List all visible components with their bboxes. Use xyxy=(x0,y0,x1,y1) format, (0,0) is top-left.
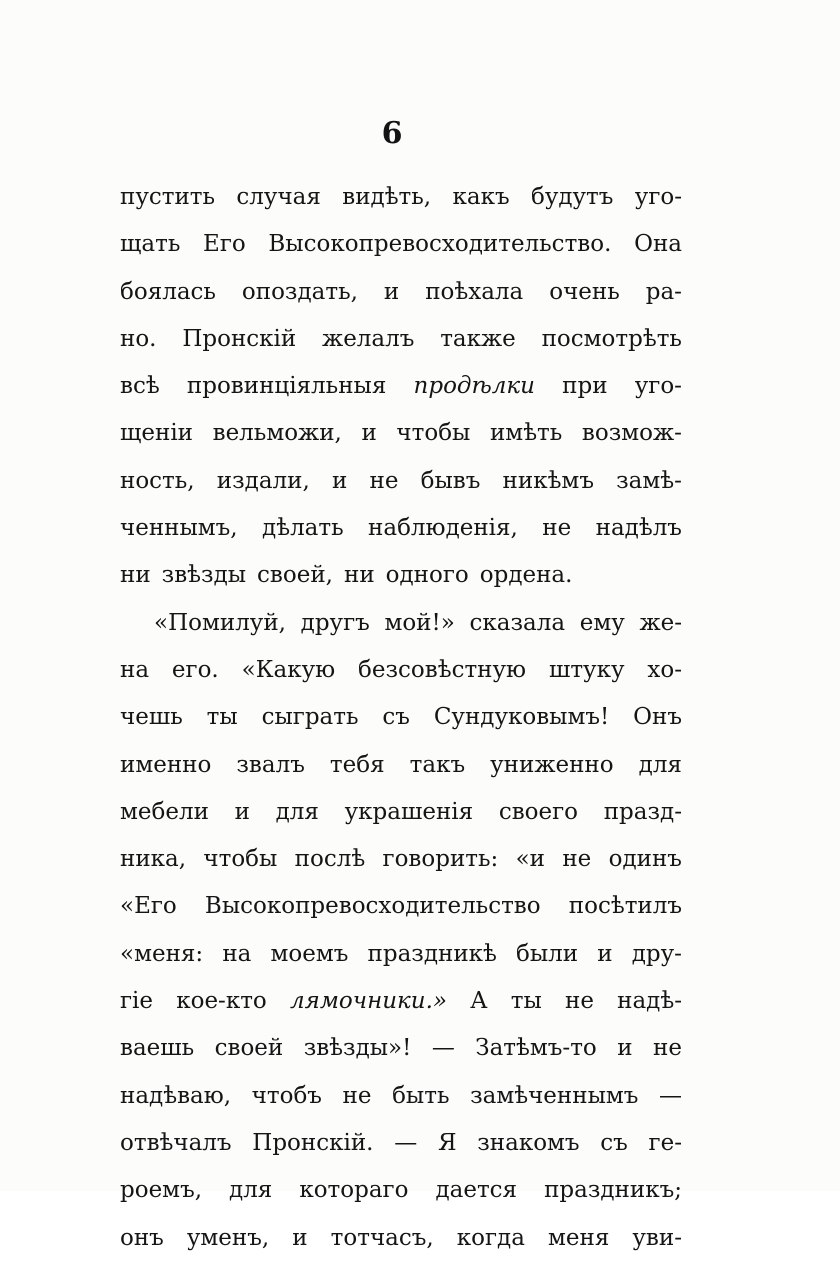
word: украшенія xyxy=(344,798,474,825)
word: и xyxy=(234,798,250,825)
word: не xyxy=(653,1035,682,1062)
word: будутъ xyxy=(530,184,614,210)
word: — xyxy=(394,1129,418,1156)
word: чтобъ xyxy=(251,1082,322,1109)
word: посѣтилъ xyxy=(568,893,682,920)
word: съ xyxy=(600,1129,628,1156)
word: звѣзды xyxy=(161,562,247,589)
word: замѣ- xyxy=(616,467,682,494)
word: именно xyxy=(120,751,212,778)
word: уго- xyxy=(634,373,682,400)
word: ты xyxy=(206,704,238,731)
word: дѣлать xyxy=(262,515,344,542)
word: «Какую xyxy=(241,656,336,683)
word: роемъ, xyxy=(120,1177,203,1204)
word: его. xyxy=(171,656,219,683)
word: послѣ xyxy=(294,846,366,873)
word: не xyxy=(342,1082,372,1109)
word: очень xyxy=(549,278,620,305)
text-line xyxy=(120,1215,682,1262)
word: «меня: xyxy=(120,940,204,967)
word: своей xyxy=(214,1035,284,1062)
word: мебели xyxy=(120,798,209,825)
word: ге- xyxy=(648,1129,682,1156)
word: продѣлки xyxy=(413,373,535,400)
word: одного xyxy=(385,562,469,589)
text-line xyxy=(120,1120,682,1167)
word: котораго xyxy=(299,1177,409,1204)
word: щать xyxy=(120,231,181,258)
word: были xyxy=(516,940,579,967)
word: ника, xyxy=(120,846,187,873)
text-line xyxy=(120,694,682,741)
word: никѣмъ xyxy=(502,467,594,494)
word: Сундуковымъ! xyxy=(433,704,610,731)
word: празд- xyxy=(603,798,682,825)
word: и xyxy=(331,467,348,494)
body-text xyxy=(120,174,682,1262)
text-line xyxy=(120,1073,682,1120)
text-line xyxy=(120,221,682,268)
word: щеніи xyxy=(120,420,194,447)
word: бывъ xyxy=(420,467,481,494)
word: чтобы xyxy=(203,846,278,873)
word: поѣхала xyxy=(425,278,524,305)
word: Пронскій. xyxy=(252,1129,374,1156)
word: чтобы xyxy=(396,420,471,447)
word: для xyxy=(638,751,682,778)
word: дру- xyxy=(631,940,682,967)
word: мой!» xyxy=(384,609,455,636)
text-line xyxy=(120,931,682,978)
text-line xyxy=(120,505,682,552)
word: А xyxy=(470,988,488,1015)
word: также xyxy=(440,325,516,352)
word: знакомъ xyxy=(477,1129,580,1156)
word: на xyxy=(120,656,150,683)
word: своей, xyxy=(257,562,333,589)
word: ему xyxy=(579,609,625,636)
word: желалъ xyxy=(322,325,415,352)
word: звѣзды»! xyxy=(303,1035,412,1062)
word: всѣ xyxy=(120,373,160,400)
word: гіе xyxy=(120,988,154,1015)
word: когда xyxy=(456,1224,525,1251)
word: Высокопревосходительство. xyxy=(268,231,612,258)
word: посмотрѣть xyxy=(541,325,682,352)
word: Онъ xyxy=(633,704,682,731)
word: на xyxy=(222,940,252,967)
word: одинъ xyxy=(608,846,682,873)
word: и xyxy=(361,420,377,447)
text-line xyxy=(120,552,682,599)
word: Высокопревосходительство xyxy=(204,893,541,920)
word: не xyxy=(542,515,572,542)
word: тотчасъ, xyxy=(330,1224,434,1251)
word: — xyxy=(431,1035,455,1062)
word: уви- xyxy=(632,1224,682,1251)
word: тебя xyxy=(329,751,385,778)
word: такъ xyxy=(409,751,466,778)
word: и xyxy=(383,278,400,305)
word: говорить: xyxy=(382,846,499,873)
word: кое-кто xyxy=(176,988,267,1015)
page-number: 6 xyxy=(381,116,403,151)
word: не xyxy=(562,846,592,873)
word: и xyxy=(292,1224,308,1251)
word: — xyxy=(659,1082,682,1109)
word: возмож- xyxy=(581,420,682,447)
word: провинціяльныя xyxy=(186,373,387,400)
word: ни xyxy=(120,562,151,589)
word: ваешь xyxy=(120,1035,195,1062)
word: ни xyxy=(343,562,375,589)
word: сказала xyxy=(469,609,566,636)
word: штуку xyxy=(548,656,625,683)
word: не xyxy=(369,467,399,494)
word: другъ xyxy=(300,609,370,636)
word: униженно xyxy=(490,751,614,778)
word: надѣлъ xyxy=(595,515,682,542)
word: уменъ, xyxy=(186,1224,270,1251)
text-line xyxy=(120,316,682,363)
word: праздникѣ xyxy=(367,940,497,967)
word: не xyxy=(564,988,594,1015)
word: издали, xyxy=(216,467,310,494)
word: Затѣмъ-то xyxy=(475,1035,597,1062)
text-line xyxy=(120,978,682,1025)
text-line xyxy=(120,269,682,316)
word: видѣть, xyxy=(342,184,432,210)
word: Пронскій xyxy=(182,325,297,352)
word: отвѣчалъ xyxy=(120,1129,232,1156)
text-line xyxy=(120,742,682,789)
word: надѣваю, xyxy=(120,1082,232,1109)
word: своего xyxy=(498,798,579,825)
word: сыграть xyxy=(261,704,359,731)
text-line xyxy=(120,410,682,457)
word: пустить xyxy=(120,184,216,210)
word: при xyxy=(562,373,608,400)
word: звалъ xyxy=(236,751,305,778)
word: Я xyxy=(437,1129,457,1156)
word: меня xyxy=(547,1224,610,1251)
text-line xyxy=(120,836,682,883)
word: «Помилуй, xyxy=(154,609,286,636)
word: хо- xyxy=(647,656,682,683)
word: моемъ xyxy=(270,940,349,967)
word: ченнымъ, xyxy=(120,515,238,542)
word: наблюденія, xyxy=(368,515,518,542)
word: опоздать, xyxy=(241,278,358,305)
text-line xyxy=(120,1025,682,1072)
word: лямочники.» xyxy=(289,988,447,1015)
word: для xyxy=(275,798,319,825)
word: быть xyxy=(392,1082,450,1109)
word: же- xyxy=(639,609,682,636)
word: но. xyxy=(120,325,157,352)
text-line xyxy=(120,363,682,410)
text-line xyxy=(120,789,682,836)
word: съ xyxy=(382,704,410,731)
word: праздникъ; xyxy=(544,1177,682,1204)
word: онъ xyxy=(120,1224,164,1251)
word: и xyxy=(617,1035,633,1062)
text-line xyxy=(120,647,682,694)
word: уго- xyxy=(634,184,682,210)
word: Она xyxy=(634,231,682,258)
word: и xyxy=(597,940,613,967)
word: ты xyxy=(510,988,542,1015)
text-line xyxy=(120,600,682,647)
text-line xyxy=(120,883,682,930)
word: какъ xyxy=(452,184,510,210)
word: ордена. xyxy=(479,562,573,589)
word: надѣ- xyxy=(617,988,682,1015)
word: замѣченнымъ xyxy=(470,1082,639,1109)
word: для xyxy=(229,1177,273,1204)
word: дается xyxy=(435,1177,518,1204)
word: «Его xyxy=(120,893,177,920)
word: боялась xyxy=(120,278,216,305)
word: безсовѣстную xyxy=(358,656,527,683)
word: имѣть xyxy=(489,420,563,447)
word: ность, xyxy=(120,467,195,494)
text-line xyxy=(120,174,682,221)
word: чешь xyxy=(120,704,183,731)
word: случая xyxy=(236,184,321,210)
word: Его xyxy=(203,231,246,258)
word: вельможи, xyxy=(212,420,342,447)
text-line xyxy=(120,458,682,505)
word: «и xyxy=(515,846,546,873)
word: ра- xyxy=(645,278,682,305)
